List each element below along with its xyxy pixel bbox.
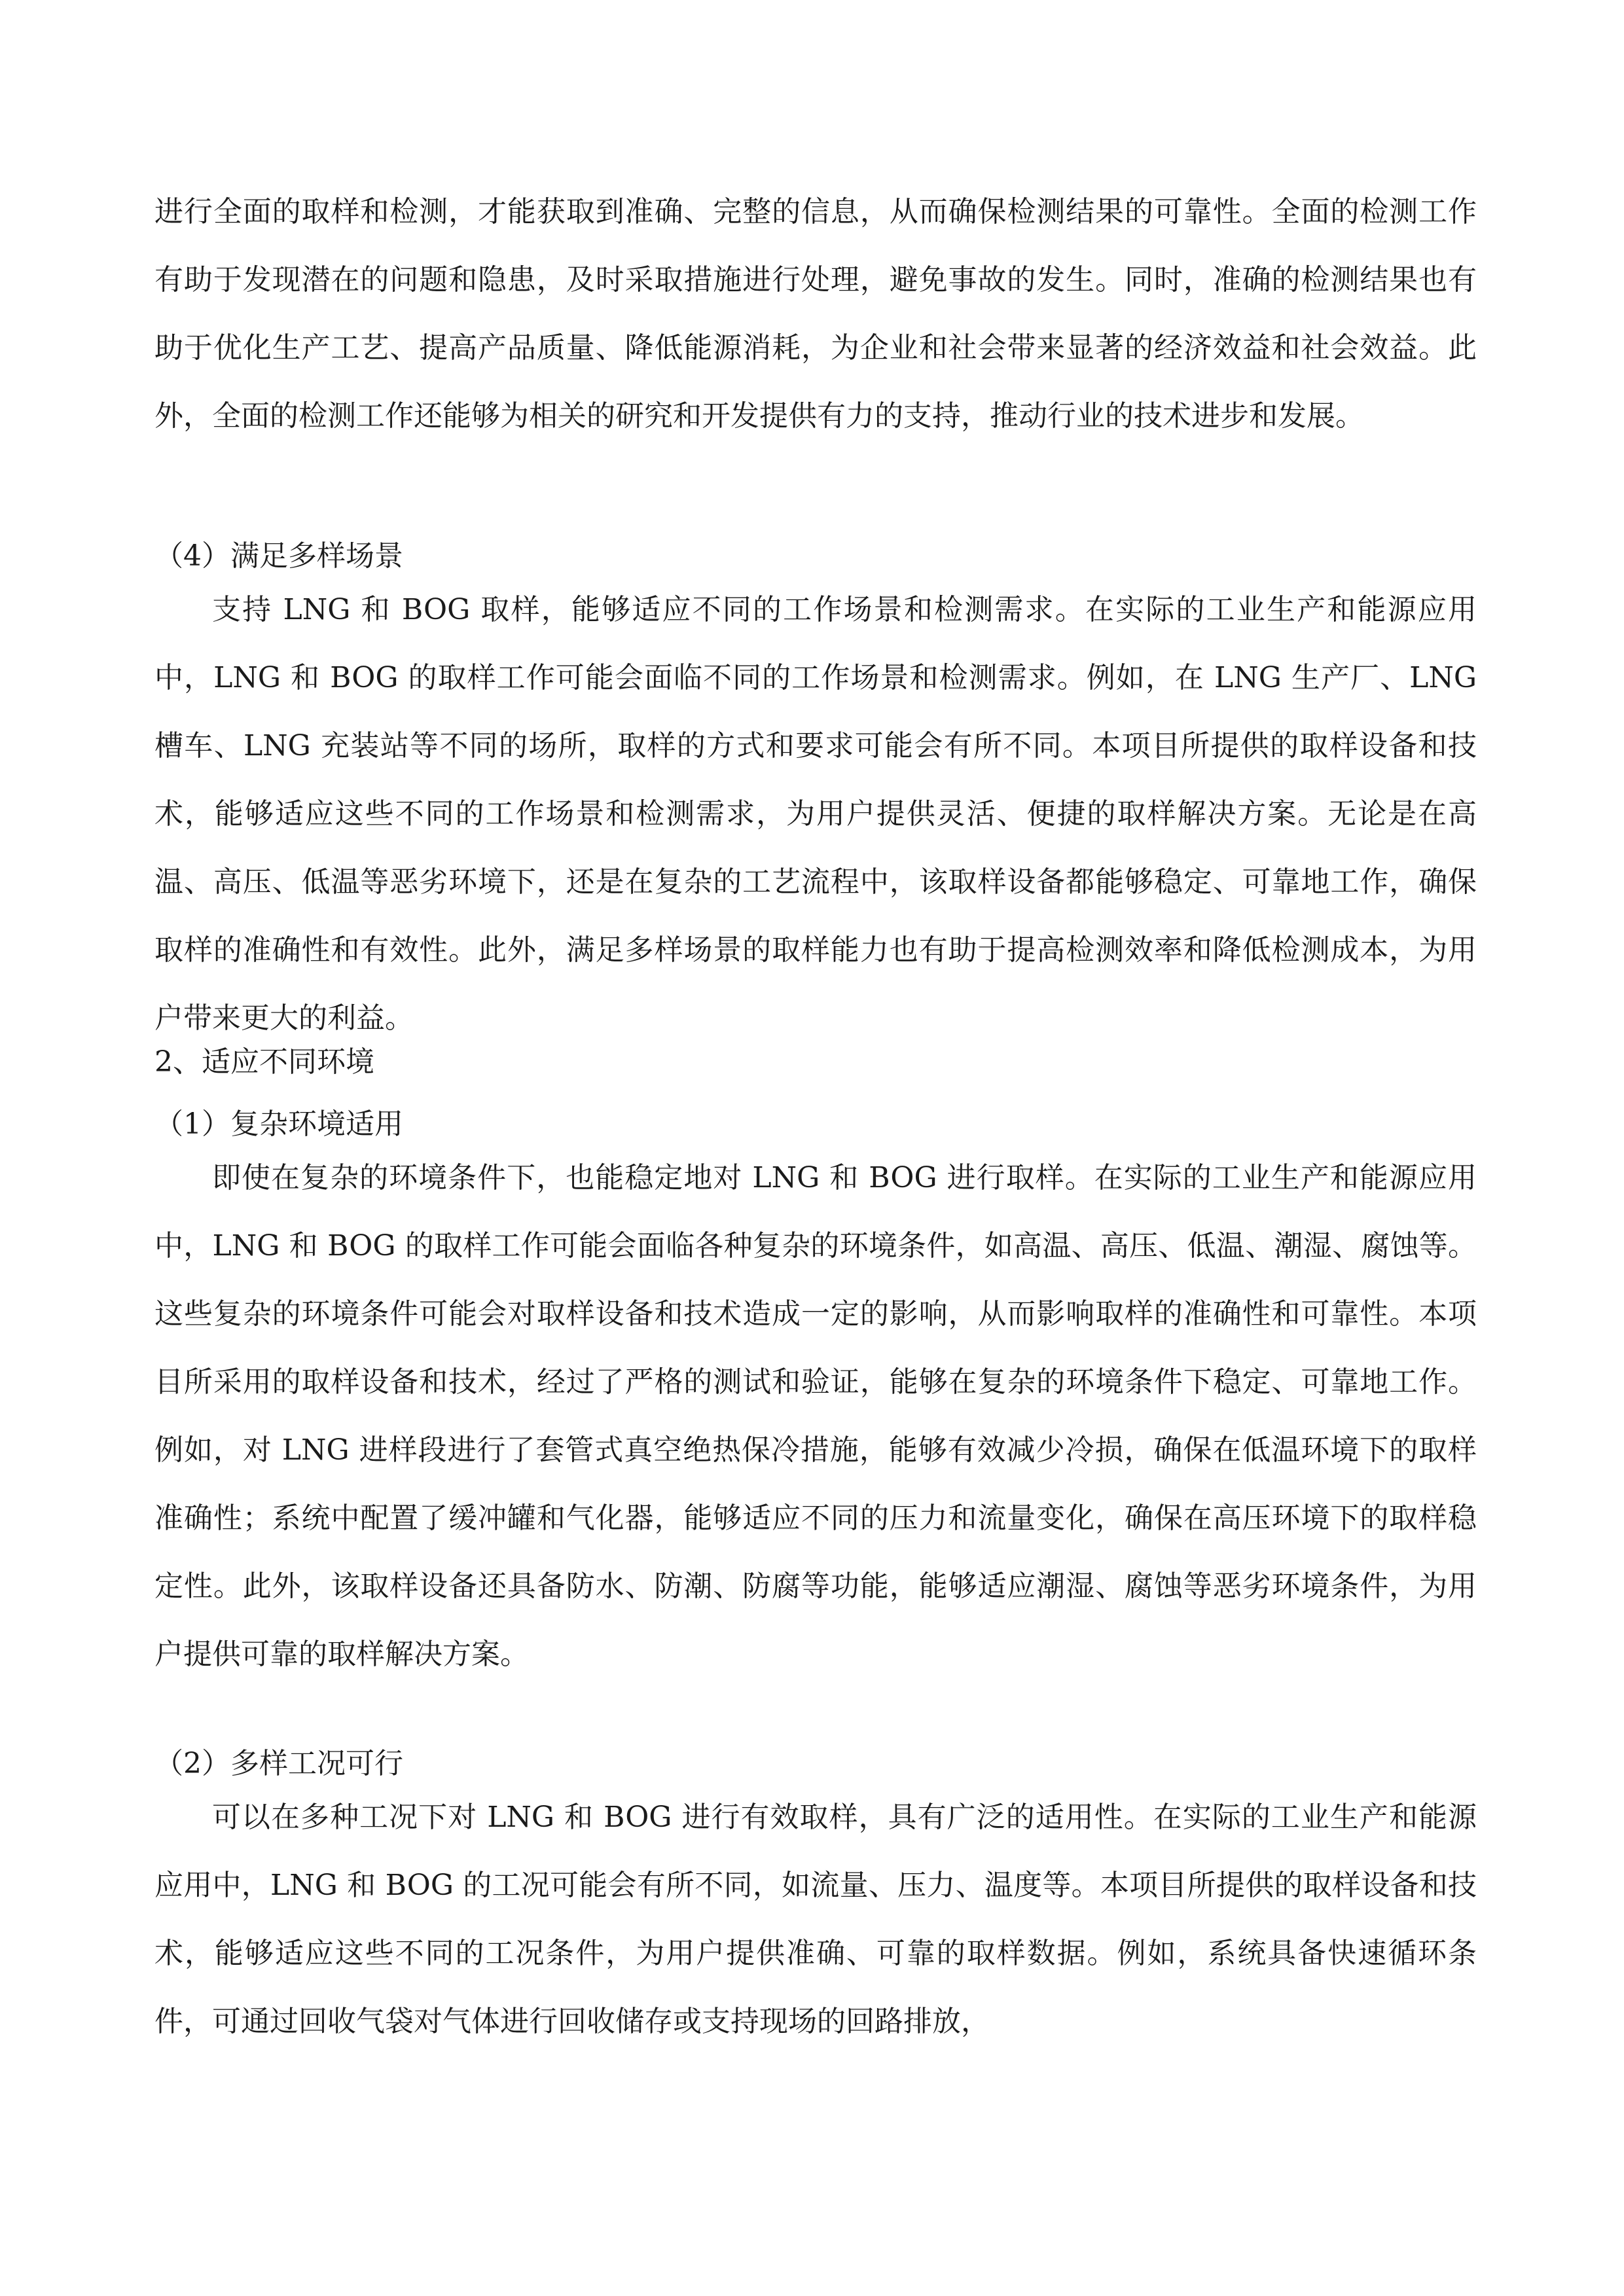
paragraph-complex-environment: 即使在复杂的环境条件下，也能稳定地对 LNG 和 BOG 进行取样。在实际的工业生产和能源应用中，LNG 和 BOG 的取样工作可能会面临各种复杂的环境条件，如高温、高压、低温、潮湿、腐蚀等。这些复杂的环境条件可能会对取样设备和技术造成一定的影响，从而影响取样的准确性和可靠性。本项目所采用的取样设备和技术，经过了严格的测试和验证，能够在复杂的环境条件下稳定、可靠地工作。例如，对 LNG 进样段进行了套管式真空绝热保冷措施，能够有效减少冷损，确保在低温环境下的取样准确性；系统中配置了缓冲罐和气化器，能够适应不同的压力和流量变化，确保在高压环境下的取样稳定性。此外，该取样设备还具备防水、防潮、防腐等功能，能够适应潮湿、腐蚀等恶劣环境条件，为用户提供可靠的取样解决方案。 <box>154 1161 1477 1671</box>
paragraph-full-inspection: 进行全面的取样和检测，才能获取到准确、完整的信息，从而确保检测结果的可靠性。全面的检测工作有助于发现潜在的问题和隐患，及时采取措施进行处理，避免事故的发生。同时，准确的检测结果也有助于优化生产工艺、提高产品质量、降低能源消耗，为企业和社会带来显著的经济效益和社会效益。此外，全面的检测工作还能够为相关的研究和开发提供有力的支持，推动行业的技术进步和发展。 <box>154 195 1477 433</box>
paragraph-multiple-conditions: 可以在多种工况下对 LNG 和 BOG 进行有效取样，具有广泛的适用性。在实际的工业生产和能源应用中，LNG 和 BOG 的工况可能会有所不同，如流量、压力、温度等。本项目所提供的取样设备和技术，能够适应这些不同的工况条件，为用户提供准确、可靠的取样数据。例如，系统具备快速循环条件，可通过回收气袋对气体进行回收储存或支持现场的回路排放， <box>154 1801 1477 2038</box>
subheading-diverse-scenarios: （4）满足多样场景 <box>154 539 403 573</box>
subheading-complex-environment: （1）复杂环境适用 <box>154 1107 403 1141</box>
subheading-multiple-conditions: （2）多样工况可行 <box>154 1747 403 1780</box>
section-heading-environments: 2、适应不同环境 <box>154 1045 374 1079</box>
paragraph-diverse-scenarios: 支持 LNG 和 BOG 取样，能够适应不同的工作场景和检测需求。在实际的工业生产和能源应用中，LNG 和 BOG 的取样工作可能会面临不同的工作场景和检测需求。例如，在 LNG 生产厂、LNG 槽车、LNG 充装站等不同的场所，取样的方式和要求可能会有所不同。本项目所提供的取样设备和技术，能够适应这些不同的工作场景和检测需求，为用户提供灵活、便捷的取样解决方案。无论是在高温、高压、低温等恶劣环境下，还是在复杂的工艺流程中，该取样设备都能够稳定、可靠地工作，确保取样的准确性和有效性。此外，满足多样场景的取样能力也有助于提高检测效率和降低检测成本，为用户带来更大的利益。 <box>154 593 1477 1035</box>
